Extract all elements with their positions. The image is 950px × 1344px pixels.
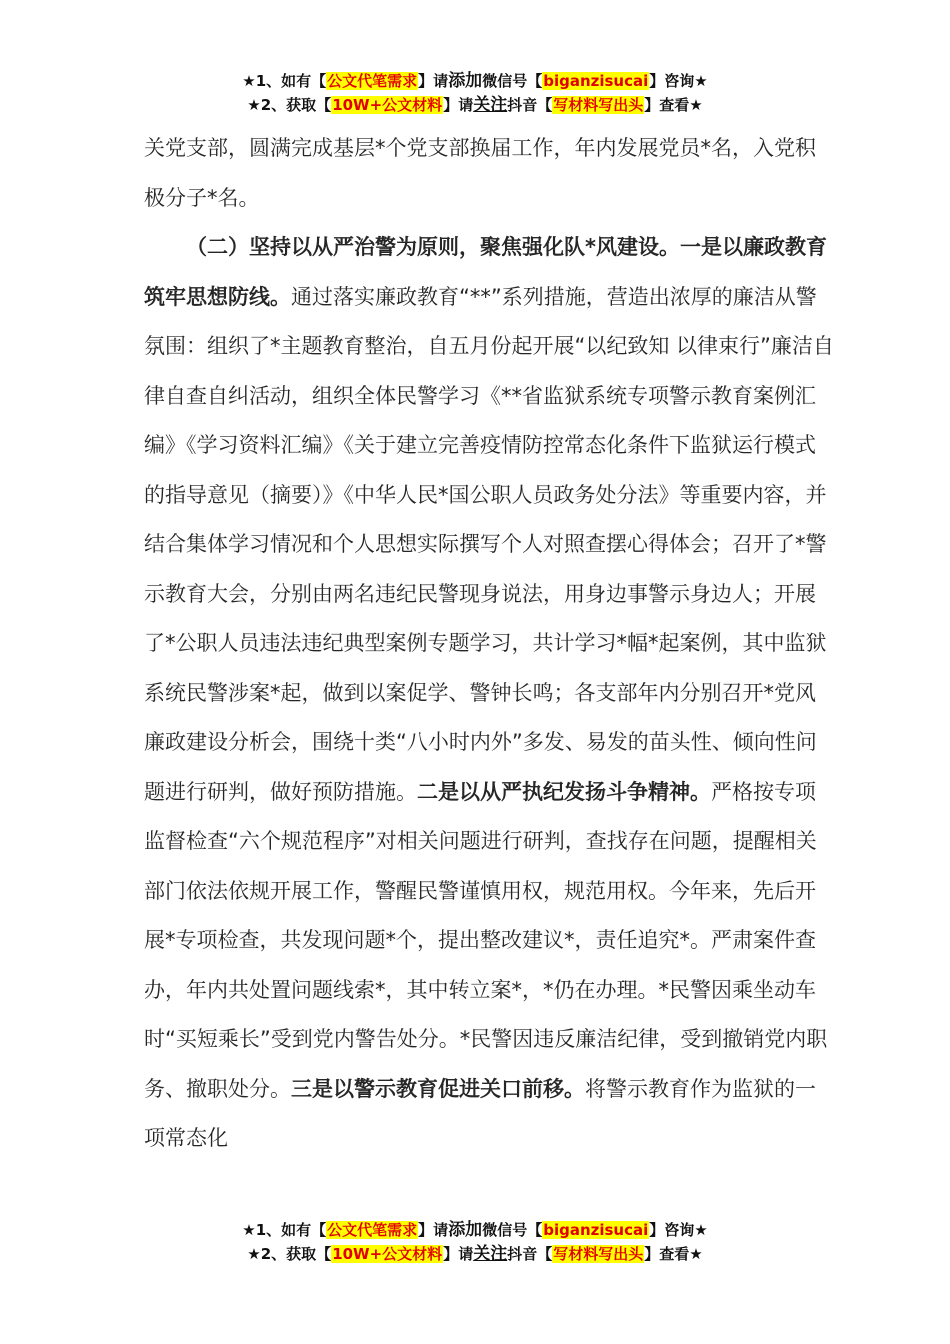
header-line-2: ★2、获取【10W+公文材料】请关注抖音【写材料写出头】查看★: [247, 95, 703, 115]
point-1-text: 通过落实廉政教育“**”系列措施，营造出浓厚的廉洁从警氛围：组织了*主题教育整治，自五月份起开展“以纪致知 以律束行”廉洁自律自查自纠活动，组织全体民警学习《**省监狱系统专项警示教育案例汇编》《学习资料汇编》《关于建立完善疫情防控常态化条件下监狱运行模式的指导意见（摘要）》《中华人民*国公职人员政务处分法》等重要内容，并结合集体学习情况和个人思想实际撰写个人对照查摆心得体会；召开了*警示教育大会，分别由两名违纪民警现身说法，用身边事警示身边人；开展了*公职人员违法违纪典型案例专题学习，共计学习*幅*起案例，其中监狱系统民警涉案*起，做到以案促学、警钟长鸣；各支部年内分别召开*党风廉政建设分析会，围绕十类“八小时内外”多发、易发的苗头性、倾向性问题进行研判，做好预防措施。: [144, 284, 834, 804]
paragraph-1: 关党支部，圆满完成基层*个党支部换届工作，年内发展党员*名，入党积极分子*名。: [144, 136, 816, 210]
highlight-materials: 10W+公文材料: [332, 96, 443, 114]
point-1-heading: 一是以廉政教育筑牢思想防线。: [144, 235, 827, 309]
highlight-wechat-id: biganzisucai: [543, 72, 649, 90]
highlight-wechat-id: biganzisucai: [543, 1221, 649, 1239]
highlight-douyin-account: 写材料写出头: [553, 1245, 644, 1263]
highlight-materials: 10W+公文材料: [332, 1245, 443, 1263]
point-2-heading: 二是以从严执纪发扬斗争精神。: [417, 779, 711, 804]
footer-line-1: ★1、如有【公文代笔需求】请添加微信号【biganzisucai】咨询★: [242, 1220, 708, 1240]
footer-banner: [0, 1218, 950, 1266]
paragraph-2: [144, 223, 834, 1164]
highlight-service: 公文代笔需求: [327, 72, 418, 90]
section-heading: （二）坚持以从严治警为原则，聚焦强化队*风建设。: [186, 235, 680, 259]
point-2-text: 严格按专项监督检查“六个规范程序”对相关问题进行研判，查找存在问题，提醒相关部门依法依规开展工作，警醒民警谨慎用权，规范用权。今年来，先后开展*专项检查，共发现问题*个，提出整改建议*，责任追究*。严肃案件查办，年内共处置问题线索*，其中转立案*，*仍在办理。*民警因乘坐动车时“买短乘长”受到党内警告处分。*民警因违反廉洁纪律，受到撤销党内职务、撤职处分。: [144, 779, 828, 1101]
header-banner: [0, 69, 950, 117]
footer-line-2: ★2、获取【10W+公文材料】请关注抖音【写材料写出头】查看★: [247, 1244, 703, 1264]
point-3-heading: 三是以警示教育促进关口前移。: [291, 1076, 585, 1101]
point-3-text: 将警示教育作为监狱的一项常态化: [144, 1076, 816, 1150]
header-line-1: ★1、如有【公文代笔需求】请添加微信号【biganzisucai】咨询★: [242, 71, 708, 91]
document-body: [144, 124, 834, 1164]
highlight-douyin-account: 写材料写出头: [553, 96, 644, 114]
highlight-service: 公文代笔需求: [327, 1221, 418, 1239]
